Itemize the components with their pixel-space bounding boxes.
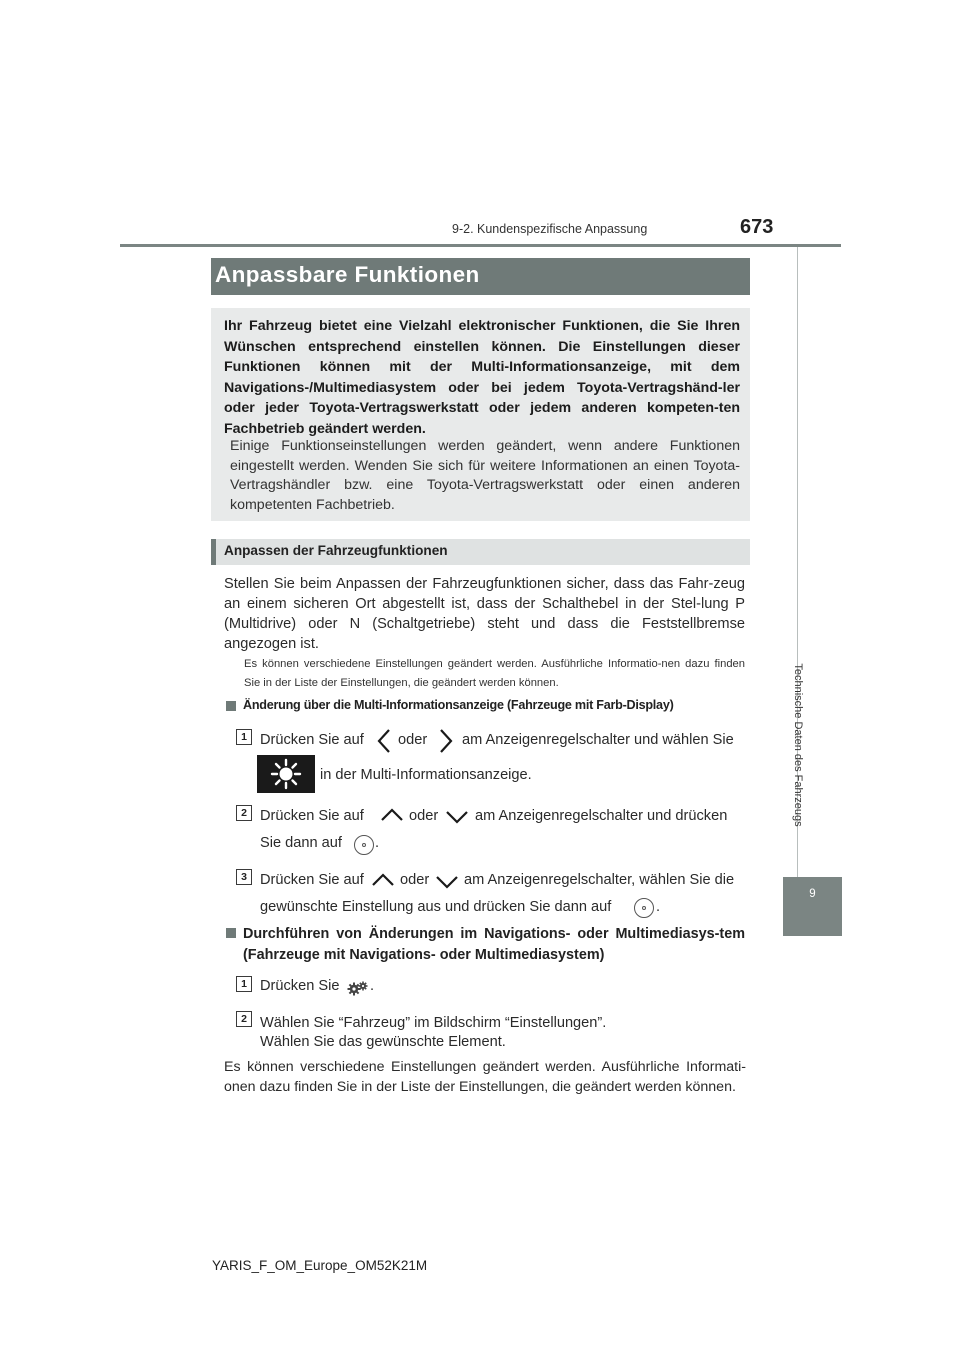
page-number: 673: [740, 216, 774, 238]
chevron-down-icon: [435, 875, 459, 889]
chevron-right-icon: [438, 728, 454, 754]
step-text: Wählen Sie “Fahrzeug” im Bildschirm “Einstellungen”.: [260, 1015, 607, 1031]
chevron-left-icon: [376, 728, 392, 754]
step-number: 1: [236, 729, 252, 745]
step-text: am Anzeigenregelschalter und wählen Sie: [462, 732, 734, 748]
chapter-number: 9: [809, 888, 816, 900]
step-text: oder: [400, 872, 430, 888]
running-header: 9-2. Kundenspezifische Anpassung: [452, 222, 648, 236]
step-number: 3: [236, 869, 252, 885]
closing-note: Es können verschiedene Einstellungen geändert werden. Ausführliche Informati-onen dazu finden Sie in der Liste der Einstellungen, die geändert werden können.: [224, 1059, 746, 1095]
step-text: Drücken Sie auf: [260, 872, 364, 888]
method1-title: Änderung über die Multi-Informationsanzeige (Fahrzeuge mit Farb-Display): [243, 698, 674, 712]
chevron-up-icon: [380, 808, 404, 822]
subsection-note: Es können verschiedene Einstellungen geändert werden. Ausführliche Informatio-nen dazu finden Sie in der Liste der Einstellungen, die geändert werden können.: [244, 658, 745, 689]
step-text: in der Multi-Informationsanzeige.: [320, 767, 532, 783]
chevron-up-icon: [371, 873, 395, 887]
ok-button-icon: [634, 898, 654, 918]
step-text: .: [370, 978, 375, 994]
step-text: am Anzeigenregelschalter und drücken: [475, 808, 728, 824]
bullet-square: [226, 701, 236, 711]
step-text: .: [656, 899, 661, 915]
chevron-down-icon: [445, 810, 469, 824]
header-rule: [120, 244, 841, 247]
subsection-accent: [211, 539, 216, 565]
method2-title: Durchführen von Änderungen im Navigations- oder Multimediasys-tem (Fahrzeuge mit Navigations- oder Multimediasystem): [243, 926, 745, 963]
step-text: Wählen Sie das gewünschte Element.: [260, 1034, 506, 1050]
step-text: oder: [398, 732, 428, 748]
footer-code: YARIS_F_OM_Europe_OM52K21M: [212, 1258, 428, 1273]
step-number: 1: [236, 976, 252, 992]
intro-bold-text: Ihr Fahrzeug bietet eine Vielzahl elektronischer Funktionen, die Sie Ihren Wünschen entsprechend einstellen können. Die Einstellungen dieser Funktionen können mit der Multi-Informationsanzeige, mit dem Navigations-/Multimediasystem oder bei jedem Toyota-Vertragshänd-ler oder jeder Toyota-Vertragswerkstatt oder jedem anderen kompeten-ten Fachbetrieb geändert werden.: [224, 318, 740, 437]
ok-button-icon: [354, 835, 374, 855]
gears-icon: [347, 980, 369, 996]
step-text: Drücken Sie: [260, 978, 340, 994]
settings-sun-icon: [257, 755, 315, 793]
step-text: gewünschte Einstellung aus und drücken Sie dann auf: [260, 899, 612, 915]
step-text: Sie dann auf: [260, 835, 342, 851]
step-number: 2: [236, 1011, 252, 1027]
step-text: oder: [409, 808, 439, 824]
intro-normal-text: Einige Funktionseinstellungen werden geändert, wenn andere Funktionen eingestellt werden. Wenden Sie sich für weitere Informationen an einen Toyota-Vertragshändler bzw. eine Toyota-Vertragswerkstatt oder einen anderen kompetenten Fachbetrieb.: [230, 438, 740, 513]
step-number: 2: [236, 805, 252, 821]
step-text: am Anzeigenregelschalter, wählen Sie die: [464, 872, 735, 888]
chapter-tab: [783, 877, 842, 936]
page-title: Anpassbare Funktionen: [215, 262, 480, 287]
step-text: .: [375, 835, 380, 851]
step-text: Drücken Sie auf: [260, 732, 364, 748]
subsection-title: Anpassen der Fahrzeugfunktionen: [224, 543, 448, 558]
bullet-square: [226, 928, 236, 938]
chapter-side-label: Technische Daten des Fahrzeugs: [792, 663, 804, 827]
subsection-body: Stellen Sie beim Anpassen der Fahrzeugfunktionen sicher, dass das Fahr-zeug an einem sicheren Ort abgestellt ist, dass der Schalthebel in der Stel-lung P (Multidrive) oder N (Schaltgetriebe) steht und dass die Feststellbremse angezogen ist.: [224, 576, 745, 652]
step-text: Drücken Sie auf: [260, 808, 364, 824]
